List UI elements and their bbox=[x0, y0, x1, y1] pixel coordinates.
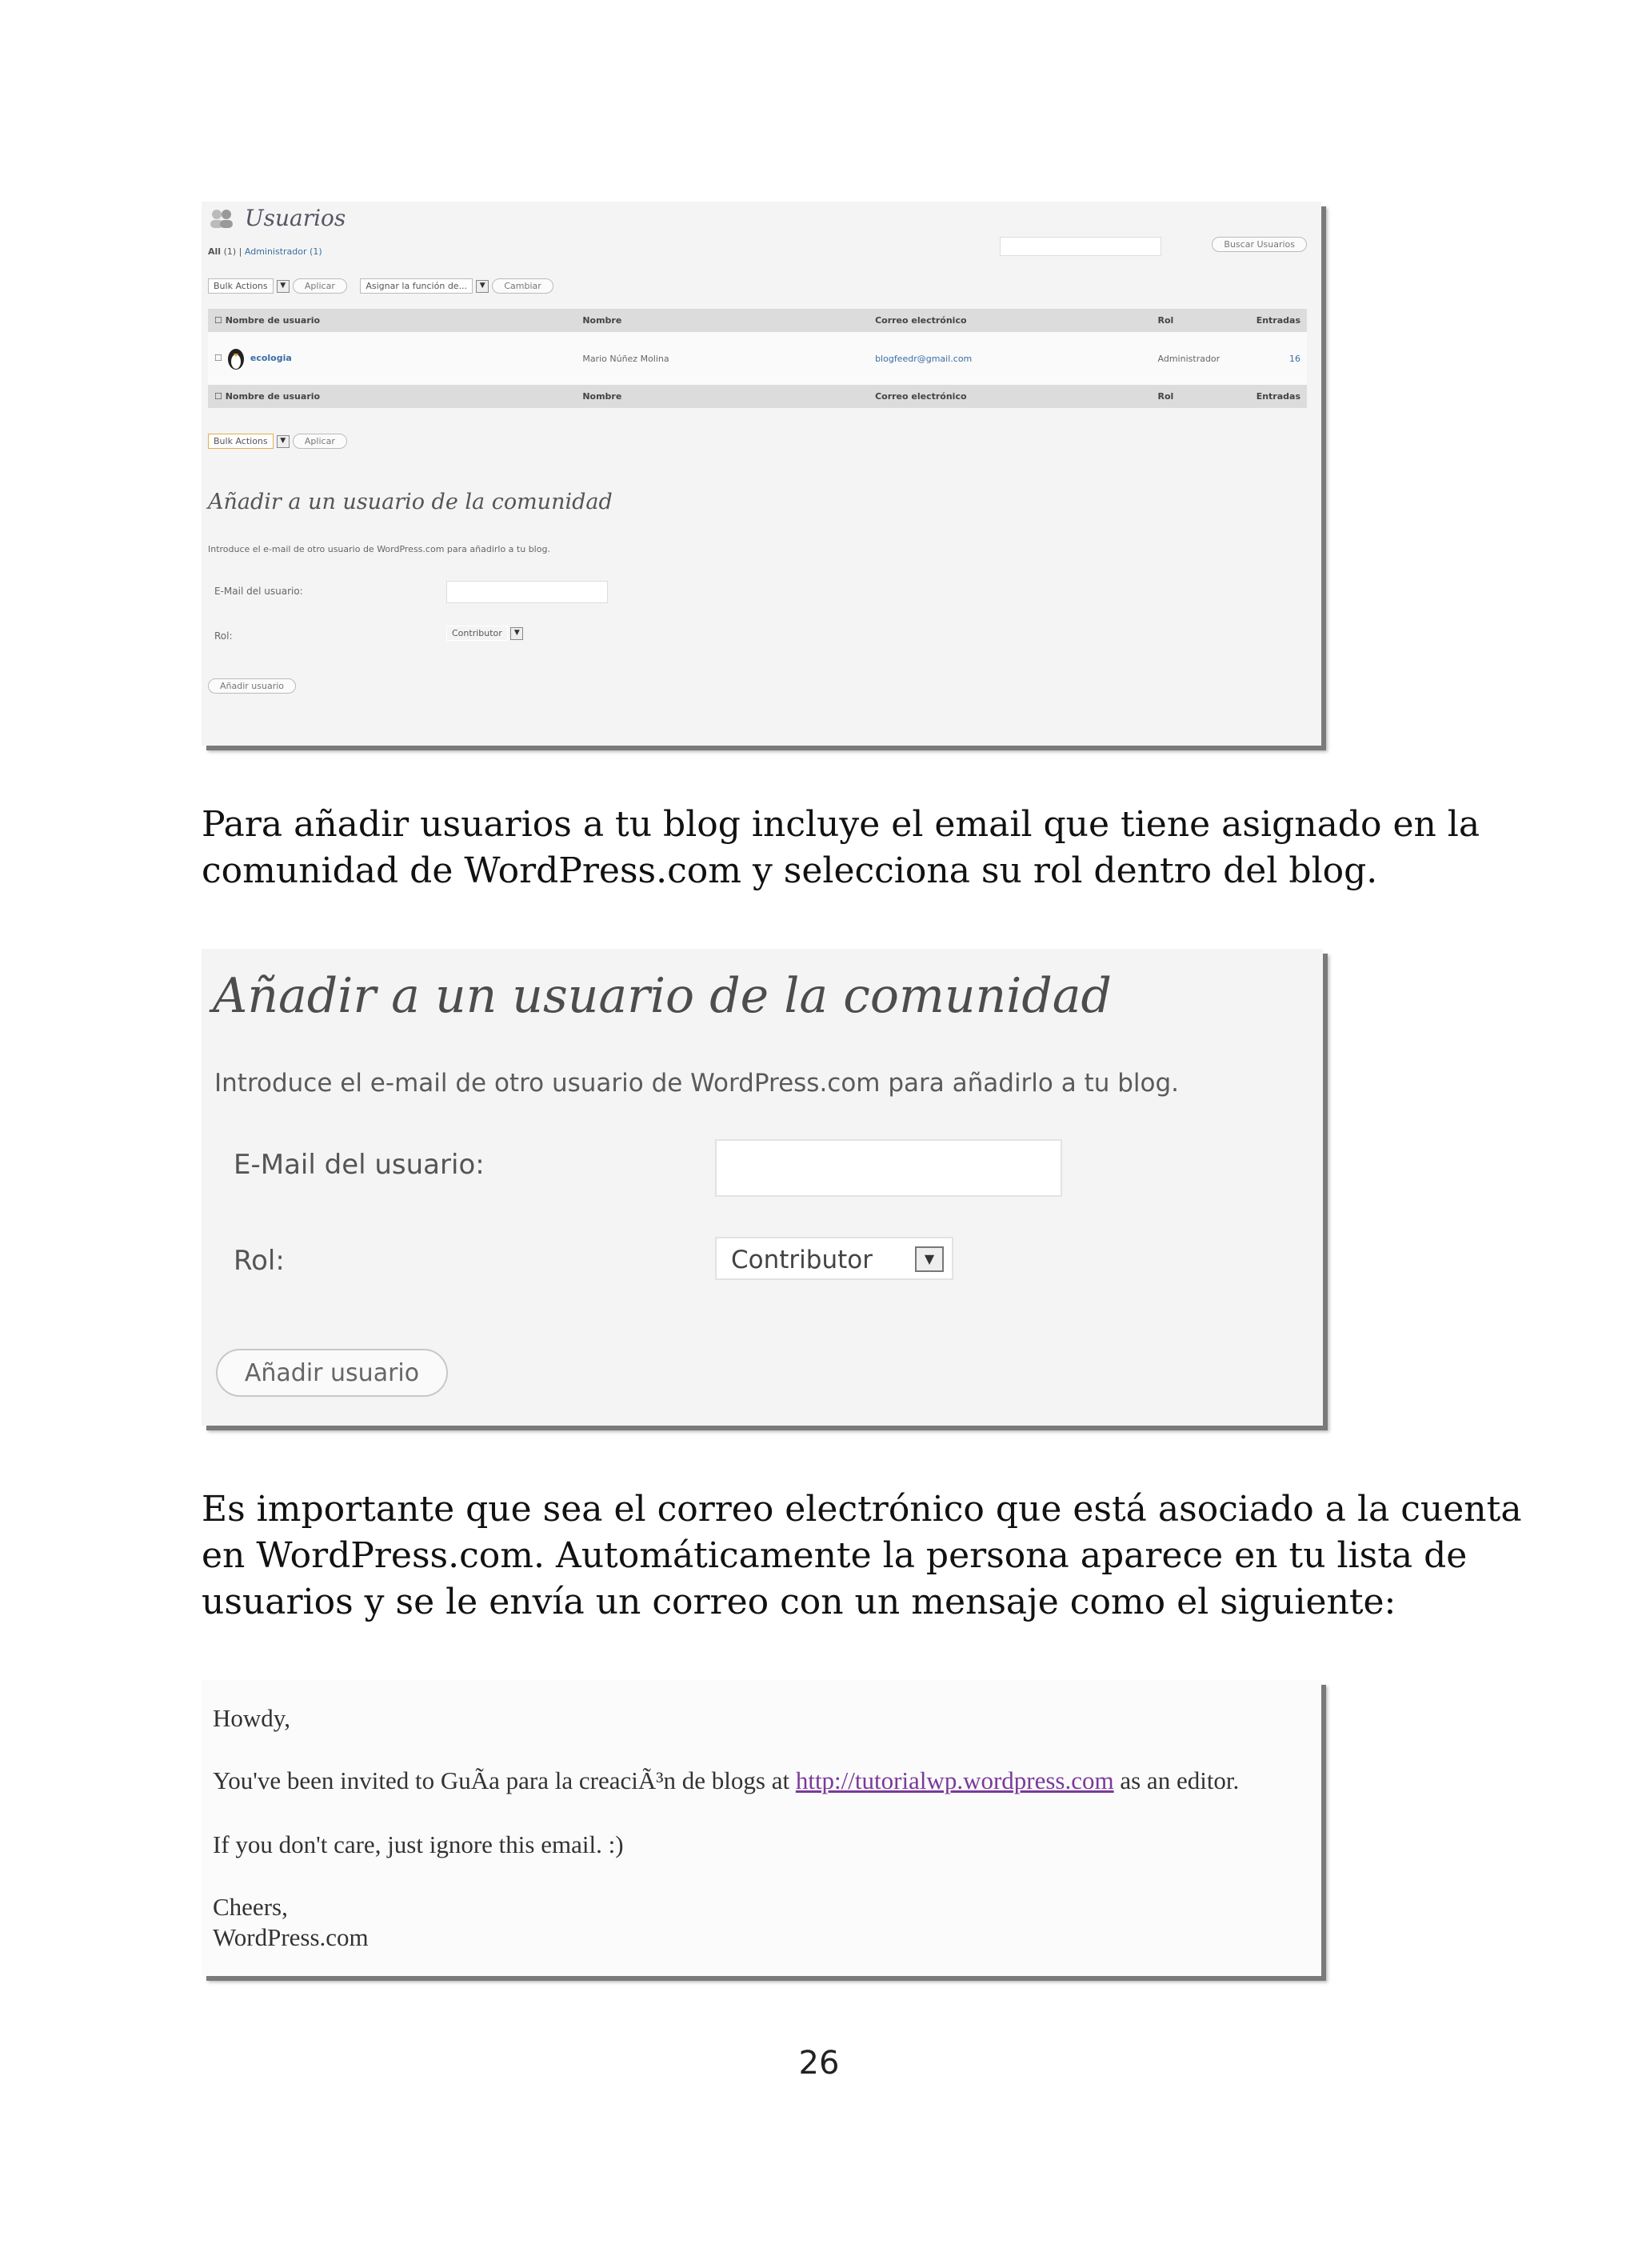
column-header[interactable]: Rol bbox=[1152, 309, 1250, 332]
role-cell: Administrador bbox=[1152, 332, 1250, 385]
paragraph-line: Para añadir usuarios a tu blog incluye el email que tiene asignado en la bbox=[202, 804, 1480, 845]
paragraph-line: en WordPress.com. Automáticamente la persona aparece en tu lista de bbox=[202, 1535, 1468, 1576]
email-label: E-Mail del usuario: bbox=[234, 1149, 485, 1181]
paragraph-line: Es importante que sea el correo electrónico que está asociado a la cuenta bbox=[202, 1489, 1522, 1530]
filter-all-count: (1) bbox=[223, 246, 237, 257]
add-user-button[interactable]: Añadir usuario bbox=[208, 678, 296, 694]
avatar-icon bbox=[225, 346, 247, 370]
chevron-down-icon[interactable]: ▼ bbox=[510, 627, 523, 640]
page-number: 26 bbox=[798, 2045, 840, 2082]
search-users-input[interactable] bbox=[1000, 237, 1161, 256]
column-header[interactable]: Correo electrónico bbox=[869, 385, 1151, 408]
filter-all[interactable]: All bbox=[208, 246, 222, 257]
column-header[interactable]: Rol bbox=[1152, 385, 1250, 408]
chevron-down-icon[interactable]: ▼ bbox=[277, 435, 290, 448]
users-table-wrap bbox=[208, 309, 1307, 408]
invite-text-end: as an editor. bbox=[1113, 1766, 1240, 1794]
add-user-description: Introduce el e-mail de otro usuario de WordPress.com para añadirlo a tu blog. bbox=[208, 544, 550, 554]
role-select[interactable]: Contributor bbox=[446, 626, 508, 641]
email-cheers: Cheers, bbox=[213, 1893, 288, 1921]
apply-button[interactable]: Aplicar bbox=[293, 278, 347, 294]
assign-role-select[interactable]: Asignar la función de... bbox=[360, 278, 473, 294]
checkbox[interactable]: ☐ bbox=[214, 391, 226, 402]
column-header[interactable]: ☐ Nombre de usuario bbox=[208, 309, 576, 332]
add-user-form-screenshot bbox=[202, 949, 1323, 1426]
page-title: Usuarios bbox=[245, 205, 346, 231]
column-header[interactable]: Correo electrónico bbox=[869, 309, 1151, 332]
column-header[interactable]: ☐ Nombre de usuario bbox=[208, 385, 576, 408]
email-ignore-line: If you don't care, just ignore this email. :) bbox=[213, 1830, 624, 1858]
role-label: Rol: bbox=[234, 1245, 285, 1277]
apply-button-bottom[interactable]: Aplicar bbox=[293, 434, 347, 449]
column-header[interactable]: Entradas bbox=[1250, 385, 1307, 408]
bulk-actions-select[interactable]: Bulk Actions bbox=[208, 278, 274, 294]
add-user-description: Introduce el e-mail de otro usuario de WordPress.com para añadirlo a tu blog. bbox=[214, 1069, 1180, 1098]
paragraph-line: comunidad de WordPress.com y selecciona su rol dentro del blog. bbox=[202, 850, 1378, 891]
top-actions bbox=[208, 278, 1307, 294]
filter-admin-count: (1) bbox=[310, 246, 322, 257]
bottom-actions bbox=[208, 434, 1307, 449]
email-greeting: Howdy, bbox=[213, 1704, 291, 1732]
invitation-email-screenshot bbox=[202, 1680, 1321, 1976]
paragraph-line: usuarios y se le envía un correo con un mensaje como el siguiente: bbox=[202, 1582, 1396, 1622]
users-icon bbox=[208, 208, 235, 229]
email-input[interactable] bbox=[715, 1139, 1062, 1197]
add-user-button[interactable]: Añadir usuario bbox=[216, 1349, 448, 1397]
add-user-heading: Añadir a un usuario de la comunidad bbox=[208, 490, 613, 514]
bulk-actions-select-bottom[interactable]: Bulk Actions bbox=[208, 434, 274, 449]
table-row bbox=[208, 332, 1307, 385]
email-input[interactable] bbox=[446, 581, 608, 603]
email-invite-line bbox=[213, 1766, 1239, 1795]
filter-admin[interactable]: Administrador bbox=[244, 246, 307, 257]
search-users-button[interactable]: Buscar Usuarios bbox=[1212, 237, 1307, 252]
column-header[interactable]: Nombre bbox=[576, 309, 869, 332]
filter-separator: | bbox=[238, 246, 242, 257]
role-label: Rol: bbox=[214, 630, 233, 642]
add-user-heading: Añadir a un usuario de la comunidad bbox=[213, 968, 1112, 1024]
users-admin-screenshot bbox=[202, 202, 1321, 746]
name-cell: Mario Núñez Molina bbox=[576, 332, 869, 385]
table-footer bbox=[208, 385, 1307, 408]
role-select[interactable] bbox=[715, 1237, 953, 1280]
users-table bbox=[208, 309, 1307, 408]
email-label: E-Mail del usuario: bbox=[214, 586, 303, 597]
change-button[interactable]: Cambiar bbox=[492, 278, 553, 294]
paragraph-add-users bbox=[202, 802, 1480, 894]
email-link[interactable]: blogfeedr@gmail.com bbox=[869, 332, 1151, 385]
checkbox[interactable]: ☐ bbox=[214, 315, 226, 326]
column-header[interactable]: Entradas bbox=[1250, 309, 1307, 332]
table-header bbox=[208, 309, 1307, 332]
chevron-down-icon[interactable]: ▼ bbox=[277, 280, 290, 293]
username-link[interactable]: ecologia bbox=[250, 353, 292, 363]
posts-link[interactable]: 16 bbox=[1250, 332, 1307, 385]
chevron-down-icon[interactable]: ▼ bbox=[915, 1246, 944, 1272]
email-signature: WordPress.com bbox=[213, 1923, 369, 1951]
invite-text: You've been invited to GuÃa para la creaciÃ³n de blogs at bbox=[213, 1766, 796, 1794]
paragraph-email-note bbox=[202, 1486, 1522, 1626]
chevron-down-icon[interactable]: ▼ bbox=[476, 280, 489, 293]
checkbox[interactable]: ☐ bbox=[214, 353, 226, 363]
role-select-value: Contributor bbox=[731, 1246, 873, 1274]
blog-url-link[interactable]: http://tutorialwp.wordpress.com bbox=[795, 1766, 1114, 1794]
column-header[interactable]: Nombre bbox=[576, 385, 869, 408]
